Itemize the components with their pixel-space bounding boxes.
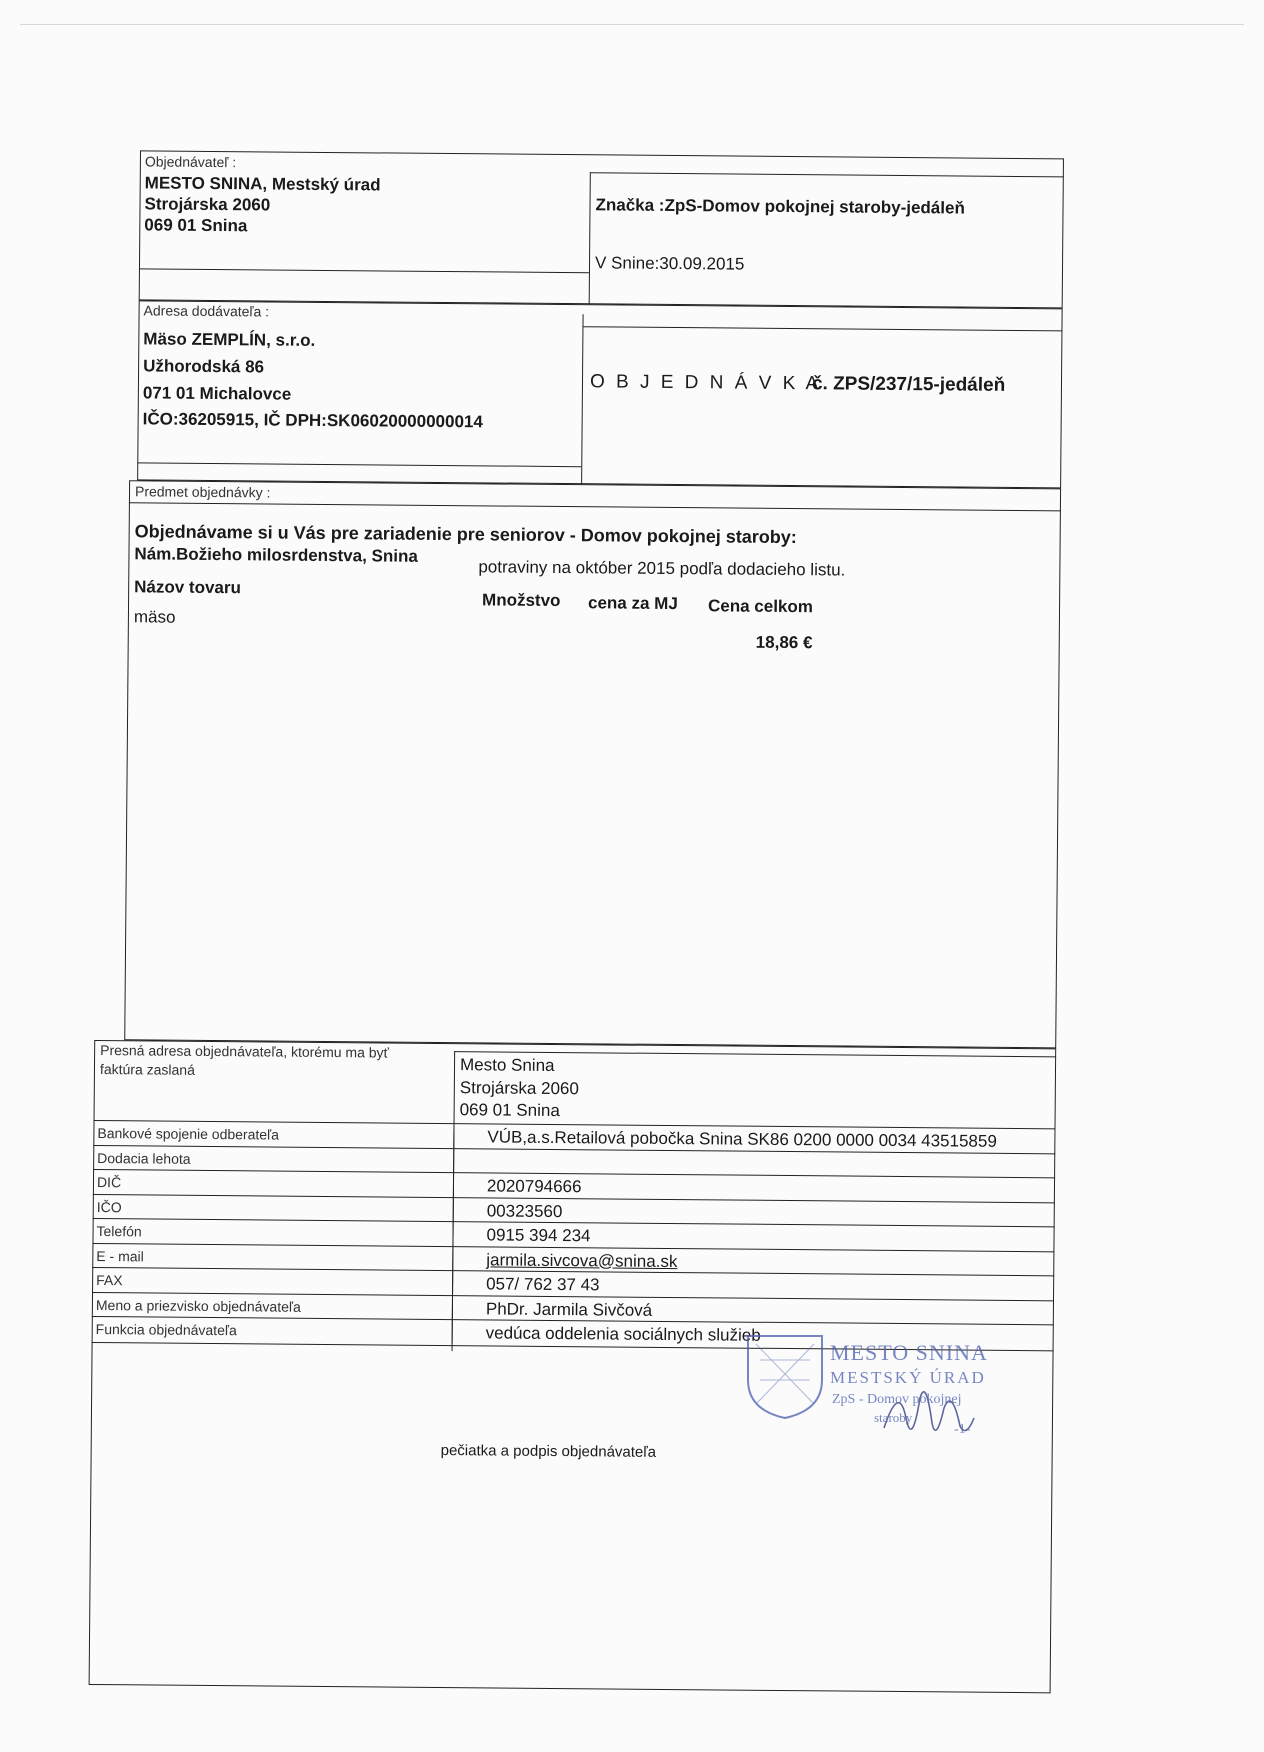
subject-line-1: Objednávame si u Vás pre zariadenie pre seniorov - Domov pokojnej staroby:: [134, 521, 797, 548]
details-row-label: E - mail: [96, 1247, 144, 1264]
stamp-line-2: MESTSKÝ ÚRAD: [830, 1368, 986, 1387]
details-row-label: IČO: [96, 1198, 122, 1215]
stamp-line-4: staroby: [874, 1410, 913, 1425]
orderer-city: 069 01 Snina: [144, 215, 248, 236]
billing-line-3: 069 01 Snina: [459, 1100, 560, 1121]
orderer-street: Strojárska 2060: [144, 194, 271, 215]
billing-label-line-2: faktúra zaslaná: [99, 1061, 195, 1078]
stamp-line-5: -1-: [954, 1422, 971, 1437]
items-header-name: Názov tovaru: [134, 577, 242, 598]
details-row-value: PhDr. Jarmila Sivčová: [485, 1298, 653, 1320]
signature-label: pečiatka a podpis objednávateľa: [440, 1442, 657, 1461]
order-form: [89, 150, 1122, 1694]
billing-line-1: Mesto Snina: [459, 1055, 555, 1075]
order-date: V Snine:30.09.2015: [594, 253, 745, 274]
supplier-city: 071 01 Michalovce: [142, 383, 292, 404]
order-mark: Značka :ZpS-Domov pokojnej staroby-jedáleň: [595, 195, 965, 218]
details-row-label: DIČ: [96, 1173, 122, 1191]
order-title: O B J E D N Á V K A: [589, 371, 822, 395]
item-name: mäso: [133, 607, 176, 627]
subject-label: Predmet objednávky :: [134, 483, 271, 501]
billing-line-2: Strojárska 2060: [459, 1078, 579, 1099]
item-total: 18,86 €: [755, 632, 813, 653]
items-header-unit-price: cena za MJ: [587, 593, 678, 614]
details-row-label: Telefón: [96, 1222, 142, 1240]
orderer-label: Objednávateľ :: [144, 153, 237, 171]
items-header-total: Cena celkom: [707, 596, 814, 617]
details-table: [92, 1120, 1056, 1348]
official-stamp: [734, 1330, 1054, 1450]
scan-edge-line: [20, 24, 1244, 25]
orderer-name: MESTO SNINA, Mestský úrad: [144, 173, 381, 195]
details-row-label: Dodacia lehota: [97, 1149, 191, 1167]
subject-line-2: Nám.Božieho milosrdenstva, Snina: [134, 544, 418, 566]
items-header-quantity: Množstvo: [482, 590, 561, 611]
order-number: č. ZPS/237/15-jedáleň: [811, 373, 1006, 396]
subject-line-2-note: potraviny na október 2015 podľa dodacieho listu.: [478, 557, 846, 580]
supplier-street: Užhorodská 86: [143, 356, 265, 377]
details-row-label: Meno a priezvisko objednávateľa: [95, 1296, 301, 1315]
details-row-value: vedúca oddelenia sociálnych služieb: [485, 1323, 761, 1345]
email-link[interactable]: jarmila.sivcova@snina.sk: [486, 1249, 678, 1271]
details-row-label: Bankové spojenie odberateľa: [97, 1124, 280, 1143]
details-row-value: 057/ 762 37 43: [486, 1274, 600, 1295]
details-row-label: Funkcia objednávateľa: [95, 1320, 237, 1339]
details-row-value: 2020794666: [486, 1176, 582, 1197]
details-row-label: FAX: [96, 1271, 123, 1289]
supplier-label: Adresa dodávateľa :: [143, 302, 270, 320]
billing-label-line-1: Presná adresa objednávateľa, ktorému ma byť: [100, 1042, 389, 1061]
details-row-value: 0915 394 234: [486, 1225, 591, 1246]
supplier-name: Mäso ZEMPLÍN, s.r.o.: [143, 329, 316, 350]
stamp-line-1: MESTO SNINA: [830, 1340, 988, 1365]
details-row-value: VÚB,a.s.Retailová pobočka Snina SK86 0200 0000 0034 43515859: [487, 1127, 997, 1151]
signature-icon: [874, 1378, 984, 1448]
coat-of-arms-icon: [740, 1330, 830, 1420]
details-row-value: 00323560: [486, 1200, 563, 1221]
supplier-ids: IČO:36205915, IČ DPH:SK06020000000014: [142, 409, 483, 432]
stamp-line-3: ZpS - Domov pokojnej: [832, 1392, 962, 1407]
